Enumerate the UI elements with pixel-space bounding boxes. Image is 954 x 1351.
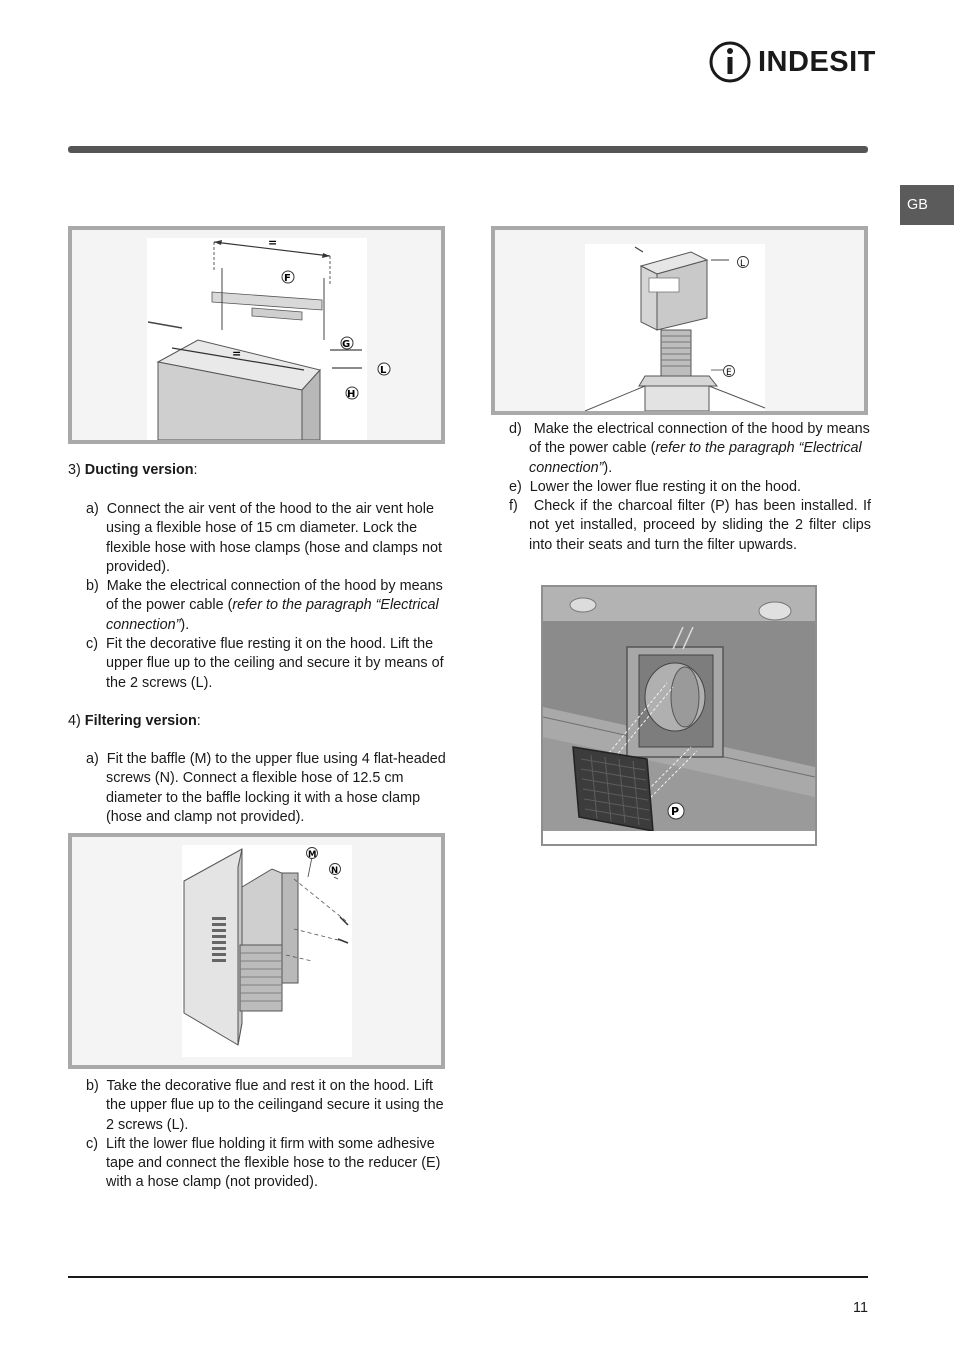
step-marker: a) — [86, 501, 99, 517]
filtering-step-a-block — [68, 750, 448, 827]
flue-brackets-illustration — [72, 230, 441, 440]
ducting-title: Ducting version — [84, 462, 194, 478]
step-text: Take the decorative flue and rest it on the hood. Lift the upper flue up to the ceilingand secure it using the 2 screws (L). — [106, 1078, 444, 1133]
page-number: 11 — [853, 1300, 868, 1316]
figure-baffle — [68, 833, 445, 1069]
step-text: Fit the baffle (M) to the upper flue using 4 flat-headed screws (N). Connect a flexible hose of 12.5 cm diameter to the baffle locking it with a hose clamp (hose and clamp not provided). — [106, 751, 446, 825]
figure-charcoal-filter — [541, 585, 817, 846]
step-text: Make the electrical connection of the hood by means of the power cable ( — [529, 421, 870, 457]
fig1-label-l: L — [380, 365, 387, 376]
ducting-steps — [68, 500, 448, 693]
ducting-number: 3) — [68, 462, 85, 478]
ducting-version-section — [68, 461, 448, 480]
filtering-step-b — [68, 1077, 448, 1135]
step-text: Make the electrical connection of the hood by means of the power cable ( — [106, 578, 443, 614]
step-marker: b) — [86, 578, 99, 595]
charcoal-filter-photo — [543, 587, 815, 844]
step-marker: d) — [509, 421, 522, 437]
figure-flue-filter — [491, 226, 868, 415]
fig2-label-e: E — [726, 368, 732, 378]
baffle-illustration — [72, 837, 441, 1065]
ducting-colon: : — [193, 462, 198, 478]
filtering-step-e — [509, 478, 871, 497]
step-marker: f) — [509, 498, 518, 515]
right-column-steps — [509, 420, 871, 555]
filtering-title: Filtering version — [84, 713, 197, 729]
fig1-label-h: H — [347, 389, 356, 400]
brand-name: INDESIT — [758, 46, 876, 78]
filtering-steps-b-c — [68, 1077, 448, 1193]
filtering-step-a — [68, 750, 448, 827]
step-marker: c) — [86, 636, 98, 653]
filtering-step-d — [509, 420, 871, 478]
fig1-label-f: F — [284, 273, 291, 284]
electrical-connection-reference: refer to the paragraph “Electrical connection” — [106, 597, 439, 633]
brand-logo — [708, 40, 876, 84]
filtering-heading — [68, 712, 448, 731]
step-marker: b) — [86, 1078, 99, 1094]
fig3-label-n: N — [331, 866, 339, 876]
fig1-label-equal-top: = — [268, 236, 278, 249]
filtering-step-c — [68, 1135, 448, 1193]
filtering-version-section — [68, 712, 448, 731]
filtering-step-f — [509, 497, 871, 555]
fig3-label-m: M — [308, 850, 317, 860]
flue-filter-illustration — [495, 230, 864, 411]
footer-rule — [68, 1276, 868, 1278]
step-marker: c) — [86, 1135, 98, 1152]
filtering-number: 4) — [68, 713, 85, 729]
figure-flue-brackets — [68, 226, 445, 444]
step-text: Check if the charcoal filter (P) has been installed. If not yet installed, proceed by sliding the 2 filter clips into their seats and turn the filter upwards. — [529, 498, 871, 553]
electrical-connection-reference: refer to the paragraph “Electrical connection” — [529, 440, 862, 476]
language-tab[interactable]: GB — [900, 185, 954, 225]
step-text-end: ). — [603, 459, 613, 476]
step-text: Fit the decorative flue resting it on the hood. Lift the upper flue up to the ceiling and secure it by means of the 2 screws (L). — [106, 636, 444, 691]
fig1-label-g: G — [342, 339, 351, 350]
ducting-heading — [68, 461, 448, 480]
fig1-label-equal-flue: = — [232, 347, 242, 360]
indesit-logo-icon — [708, 40, 756, 84]
step-text: Lift the lower flue holding it firm with some adhesive tape and connect the flexible hose to the reducer (E) with a hose clamp (not provided). — [106, 1135, 441, 1191]
fig2-label-l: L — [740, 259, 746, 269]
ducting-step-a — [68, 500, 448, 577]
step-marker: e) — [509, 478, 522, 495]
fig4-label-p: P — [671, 805, 680, 818]
step-text: Lower the lower flue resting it on the hood. — [529, 478, 801, 495]
step-text: Connect the air vent of the hood to the air vent hole using a flexible hose of 15 cm diameter. Lock the flexible hose with hose clamps (hose and clamps not provided). — [106, 501, 442, 575]
header-rule — [68, 146, 868, 153]
ducting-step-b — [68, 577, 448, 635]
ducting-step-c — [68, 635, 448, 693]
step-text-end: ). — [180, 616, 190, 633]
filtering-colon: : — [196, 713, 201, 729]
step-marker: a) — [86, 751, 99, 767]
